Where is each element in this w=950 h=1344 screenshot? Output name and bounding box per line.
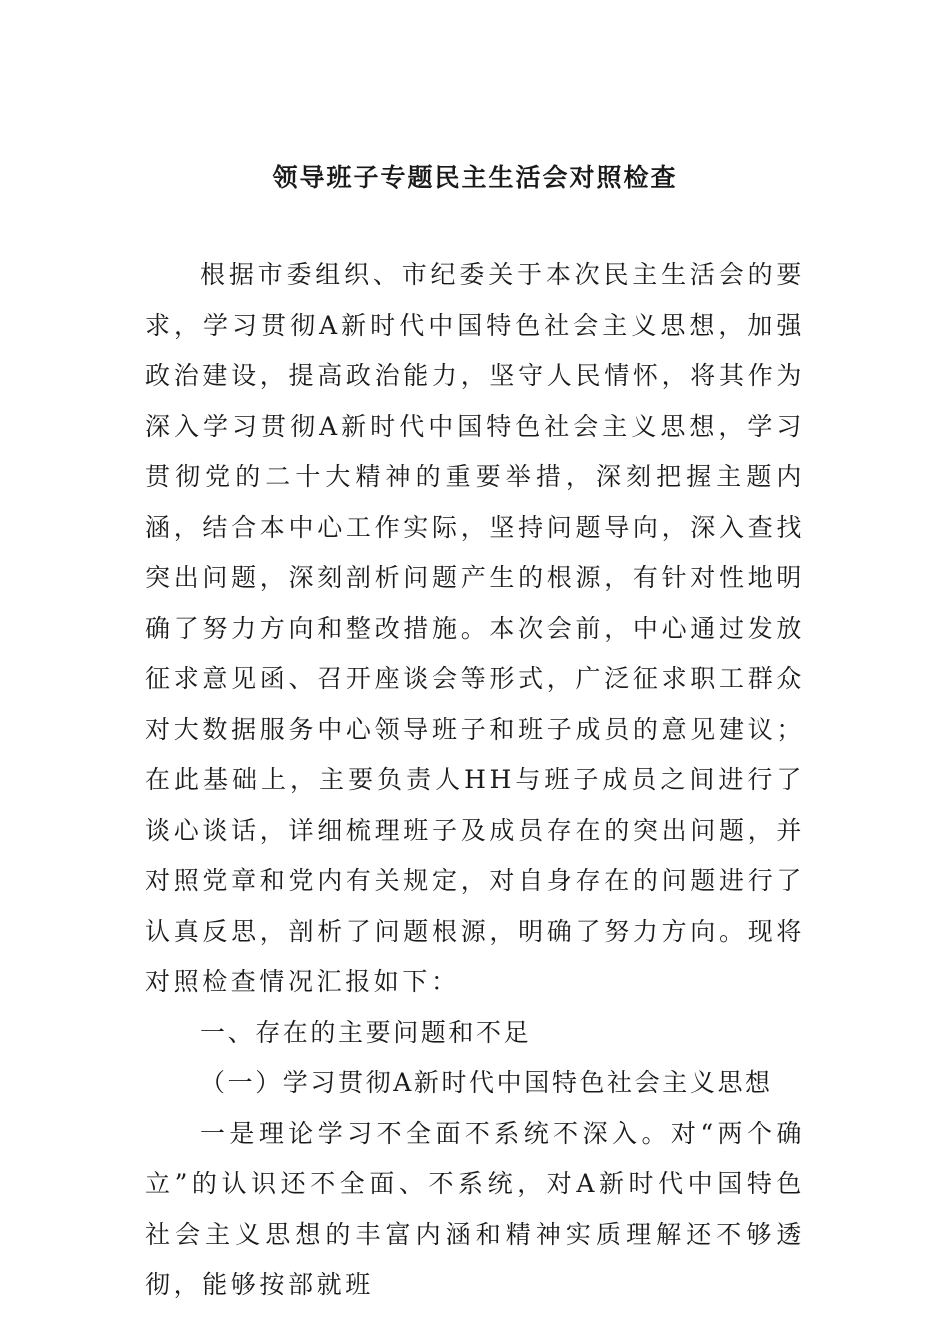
section-heading: 一、存在的主要问题和不足	[200, 1017, 532, 1047]
document-body	[145, 250, 805, 1311]
subsection-heading: （一）学习贯彻A新时代中国特色社会主义思想	[200, 1068, 773, 1097]
subsection-paragraph: 一是理论学习不全面不系统不深入。对“两个确立”的认识还不全面、不系统，对A新时代中国特色社会主义思想的丰富内涵和精神实质理解还不够透彻，能够按部就班	[145, 1118, 805, 1299]
document-title: 领导班子专题民主生活会对照检查	[272, 163, 678, 192]
intro-paragraph: 根据市委组织、市纪委关于本次民主生活会的要求，学习贯彻A新时代中国特色社会主义思想，加强政治建设，提高政治能力，坚守人民情怀，将其作为深入学习贯彻A新时代中国特色社会主义思想，学习贯彻党的二十大精神的重要举措，深刻把握主题内涵，结合本中心工作实际，坚持问题导向，深入查找突出问题，深刻剖析问题产生的根源，有针对性地明确了努力方向和整改措施。本次会前，中心通过发放征求意见函、召开座谈会等形式，广泛征求职工群众对大数据服务中心领导班子和班子成员的意见建议；在此基础上，主要负责人HH与班子成员之间进行了谈心谈话，详细梳理班子及成员存在的突出问题，并对照党章和党内有关规定，对自身存在的问题进行了认真反思，剖析了问题根源，明确了努力方向。现将对照检查情况汇报如下：	[145, 260, 805, 996]
